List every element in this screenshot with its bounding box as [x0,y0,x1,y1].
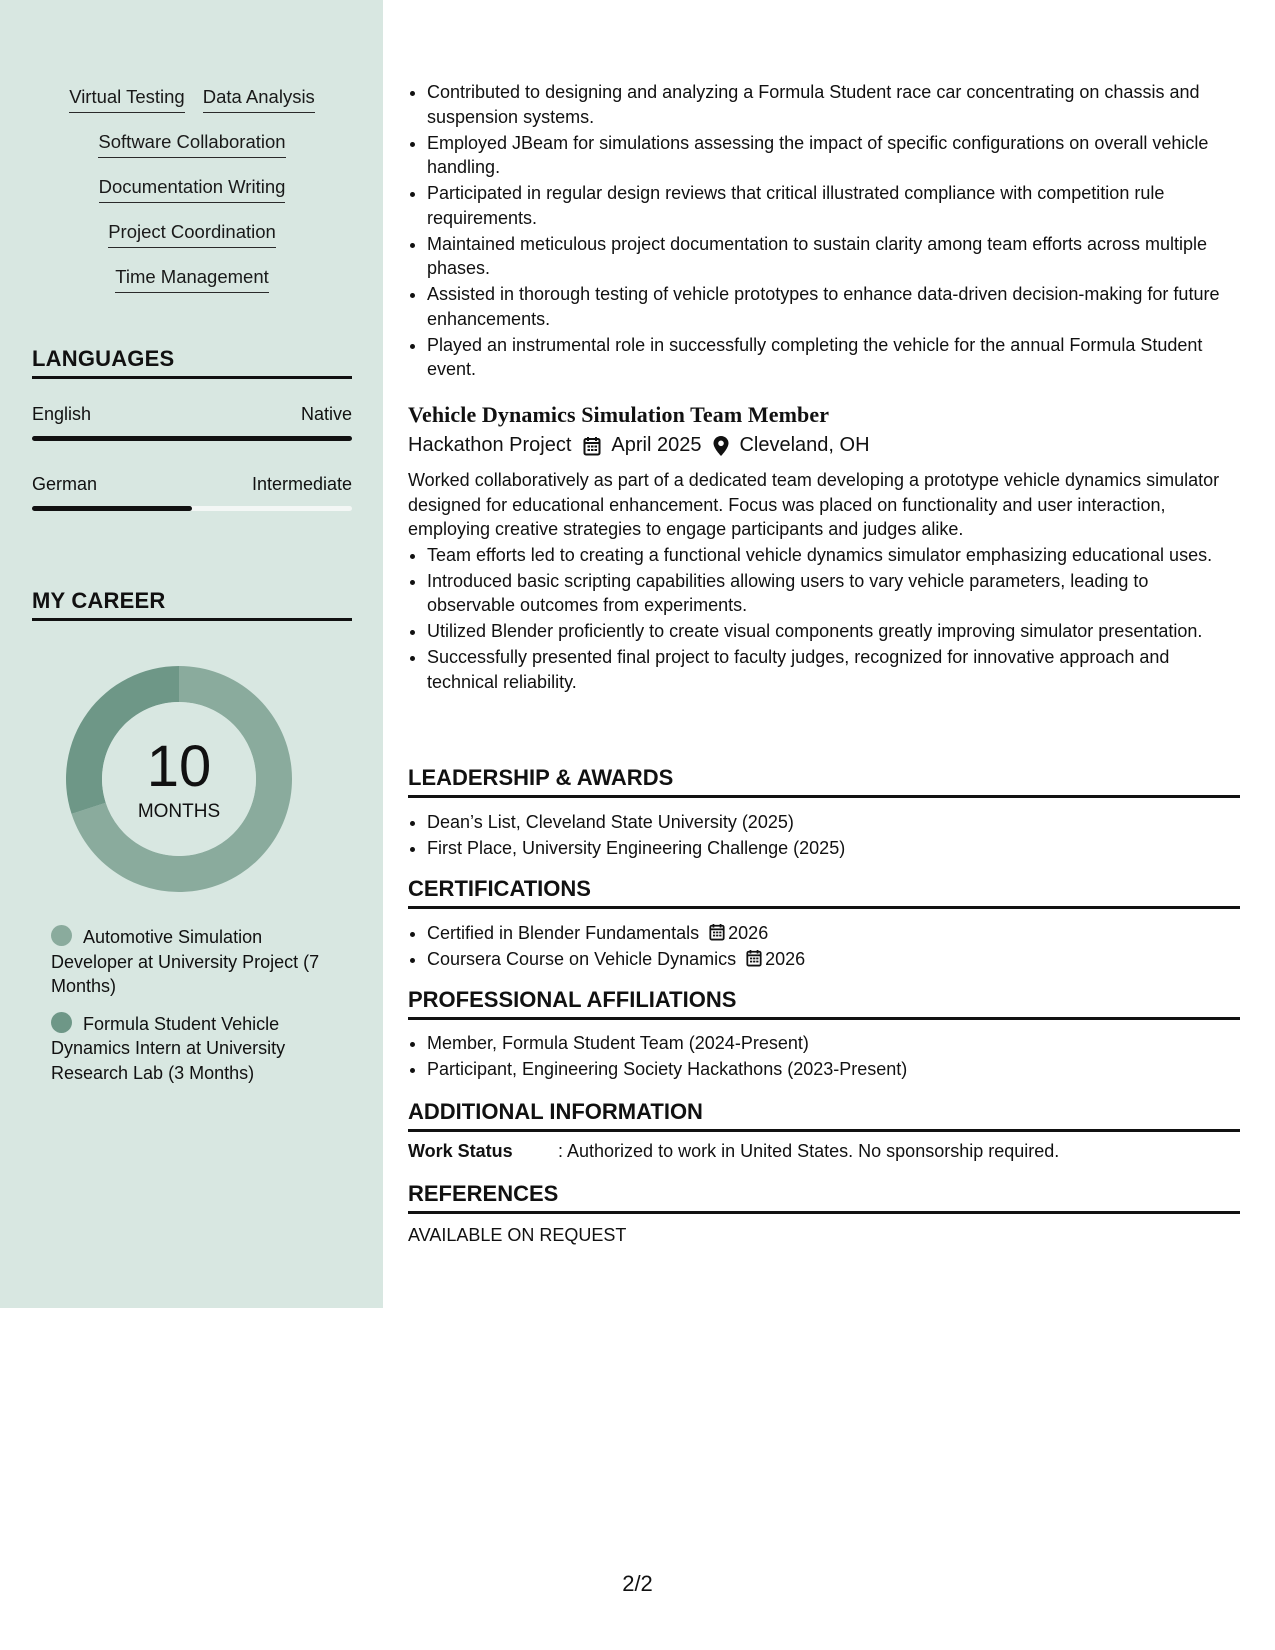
career-total-number: 10 [146,734,212,799]
list-item: • Maintained meticulous project documentation to sustain clarity among team efforts across multiple phases. [427,232,1240,281]
career-heading: MY CAREER [32,588,352,621]
list-item [427,947,1240,972]
project-title: Vehicle Dynamics Simulation Team Member [408,402,830,427]
experience-bullets [408,80,1240,383]
language-bar [32,506,352,511]
language-bar [32,436,352,441]
skills-list [32,86,352,311]
sidebar [0,0,383,1308]
skill-tag: Virtual Testing [69,86,185,113]
language-german [32,474,352,511]
certifications-heading: CERTIFICATIONS [408,876,1240,909]
list-item: • First Place, University Engineering Challenge (2025) [427,836,1240,861]
work-status-label: Work Status [408,1141,513,1161]
career-legend-label: Automotive Simulation Developer at University Project (7 Months) [51,927,320,996]
language-name: English [32,404,92,424]
list-item: • Dean’s List, Cleveland State University (2025) [427,810,1240,835]
affiliations-list [408,1031,1240,1083]
list-item: • Utilized Blender proficiently to create visual components greatly improving simulator presentation. [427,619,1240,644]
legend-dot-icon [51,925,72,946]
affiliations-heading: PROFESSIONAL AFFILIATIONS [408,987,1240,1020]
list-item: • Played an instrumental role in successfully completing the vehicle for the annual Formula Student event. [427,333,1240,382]
language-bar-fill [32,506,192,511]
list-item: • Assisted in thorough testing of vehicle prototypes to enhance data-driven decision-making for future enhancements. [427,282,1240,331]
project-meta [408,434,870,457]
language-level: Native [300,404,352,424]
work-status-value: : Authorized to work in United States. No sponsorship required. [558,1141,1060,1161]
language-bar-fill [32,436,352,441]
project-org: Hackathon Project [408,434,572,456]
project-location: Cleveland, OH [739,434,870,456]
certification-year: 2026 [728,923,769,943]
list-item: • Introduced basic scripting capabilities allowing users to vary vehicle parameters, leading to observable outcomes from experiments. [427,569,1240,618]
references-text: AVAILABLE ON REQUEST [408,1225,627,1245]
skill-tag: Data Analysis [203,86,315,113]
list-item [427,921,1240,946]
list-item: • Successfully presented final project to faculty judges, recognized for innovative approach and technical reliability. [427,645,1240,694]
list-item: • Member, Formula Student Team (2024-Present) [427,1031,1240,1056]
calendar-icon [746,949,762,967]
work-status-row [408,1141,1059,1162]
certifications-list [408,921,1240,973]
skill-tag: Project Coordination [108,221,276,248]
project-description: Worked collaboratively as part of a dedicated team developing a prototype vehicle dynamics simulator designed for educational enhancement. Focus was placed on functionality and user interaction, employing creative strategies to engage participants and judges alike. [408,470,1220,539]
career-donut-chart [66,666,292,892]
location-pin-icon [713,436,729,456]
list-item: • Contributed to designing and analyzing a Formula Student race car concentrating on chassis and suspension systems. [427,80,1240,129]
list-item: • Participated in regular design reviews that critical illustrated compliance with competition rule requirements. [427,181,1240,230]
career-legend [51,925,321,1098]
language-name: German [32,474,98,494]
certification-name: Certified in Blender Fundamentals [427,923,700,943]
skill-tag: Time Management [115,266,269,293]
leadership-heading: LEADERSHIP & AWARDS [408,765,1240,798]
page-number: 2/2 [622,1571,653,1596]
additional-info-heading: ADDITIONAL INFORMATION [408,1099,1240,1132]
project-body [408,468,1240,696]
language-english [32,404,352,441]
skill-tag: Documentation Writing [99,176,286,203]
career-legend-item [51,1012,321,1086]
certification-year: 2026 [765,949,806,969]
references-heading: REFERENCES [408,1181,1240,1214]
language-level: Intermediate [251,474,352,494]
list-item: • Participant, Engineering Society Hackathons (2023-Present) [427,1057,1240,1082]
career-total-unit: MONTHS [137,801,221,822]
legend-dot-icon [51,1012,72,1033]
leadership-list [408,810,1240,862]
career-legend-item [51,925,321,999]
certification-name: Coursera Course on Vehicle Dynamics [427,949,737,969]
skill-tag: Software Collaboration [98,131,285,158]
list-item: • Team efforts led to creating a functional vehicle dynamics simulator emphasizing educational uses. [427,543,1240,568]
project-date: April 2025 [611,434,702,456]
languages-heading: LANGUAGES [32,346,352,379]
career-legend-label: Formula Student Vehicle Dynamics Intern at University Research Lab (3 Months) [51,1013,286,1083]
calendar-icon [583,436,601,456]
list-item: • Employed JBeam for simulations assessing the impact of specific configurations on overall vehicle handling. [427,131,1240,180]
calendar-icon [709,923,725,941]
